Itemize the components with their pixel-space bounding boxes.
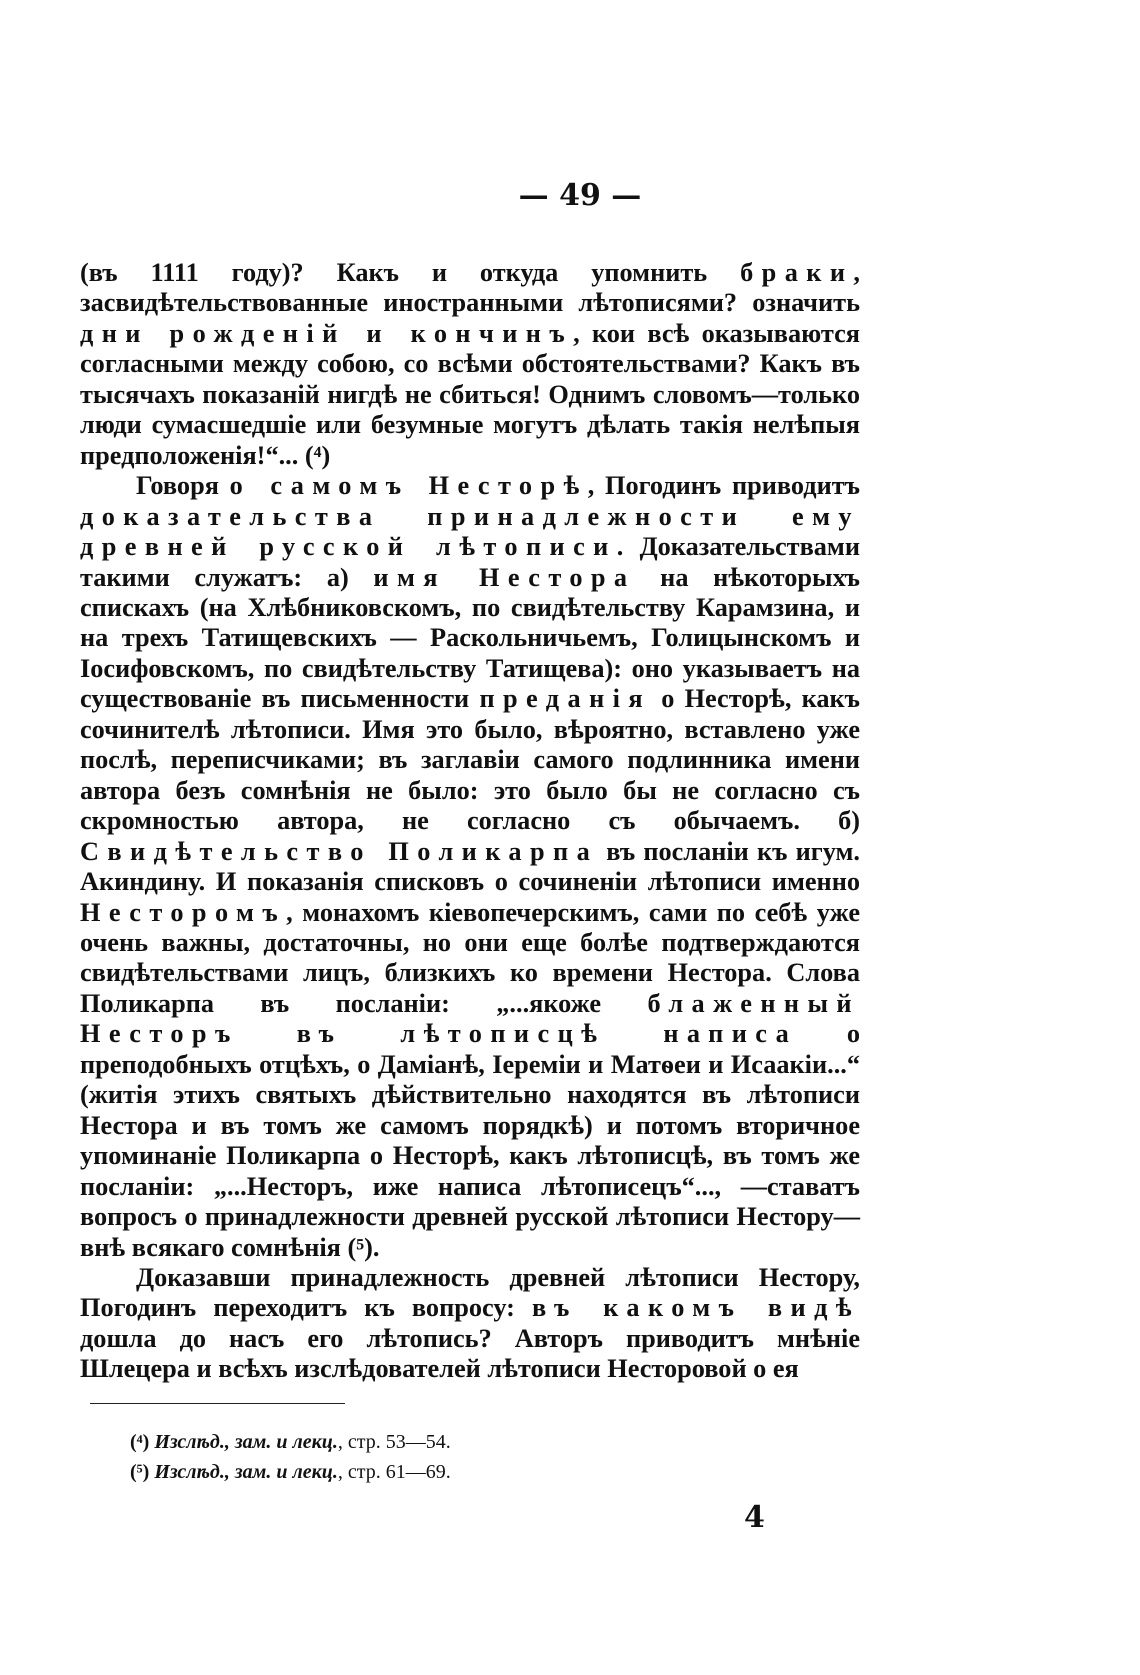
signature-mark: 4 — [744, 1500, 765, 1535]
spaced-emphasis: Несторомъ — [80, 897, 287, 927]
spaced-emphasis: дни рожденій и кончинъ — [80, 318, 574, 348]
footnotes — [130, 1427, 830, 1487]
text-run: о Несторѣ, какъ сочинителѣ лѣтописи. Имя это было, вѣроятно, вставлено уже послѣ, переписчиками; въ заглавіи самого подлинника имени автора безъ сомнѣнія не было: это было бы не согласно съ скромностью автора, не согласно съ обычаемъ. б) — [80, 684, 861, 836]
spaced-emphasis: въ какомъ видѣ — [532, 1293, 860, 1323]
text-run: Говоря — [136, 471, 230, 501]
text-run: о преподобныхъ отцѣхъ, о Даміанѣ, Іереміи и Матѳеи и Исаакіи...“ (житія этихъ святыхъ дѣйствительно находятся въ лѣтописи Нестора и въ томъ же самомъ порядкѣ) и потомъ вторичное упоминаніе Поликарпа о Несторѣ, какъ лѣтописцѣ, въ томъ же посланіи: „...Несторъ, иже написа лѣтописецъ“..., —ставатъ вопросъ о принадлежности древней русской лѣтописи Нестору—внѣ всякаго сомнѣнія (⁵). — [80, 1019, 860, 1262]
spaced-emphasis: о самомъ Несторѣ — [229, 471, 588, 501]
spaced-emphasis: браки — [740, 258, 854, 287]
paragraph-2 — [80, 471, 860, 1263]
footnote-2 — [130, 1457, 830, 1487]
footnote-pages: , стр. 61—69. — [337, 1461, 451, 1483]
text-run: въ посланіи къ игум. Акиндину. И показанія списковъ о сочиненіи лѣтописи именно — [80, 836, 860, 897]
paragraph-3 — [80, 1263, 860, 1385]
footnote-pages: , стр. 53—54. — [337, 1431, 451, 1453]
spaced-emphasis: блаженный Несторъ въ лѣтописцѣ написа — [80, 988, 860, 1049]
footnote-source: Изслѣд., зам. и лекц. — [154, 1431, 338, 1453]
text-run: Доказавши принадлежность древней лѣтописи Нестору, Погодинъ переходитъ къ вопросу: — [80, 1262, 860, 1323]
body-text — [80, 258, 860, 1385]
spaced-emphasis: имя Нестора — [373, 562, 636, 592]
footnote-mark: (⁵) — [130, 1461, 150, 1483]
footnote-1 — [130, 1427, 830, 1457]
footnote-source: Изслѣд., зам. и лекц. — [154, 1461, 338, 1483]
page-number: — 49 — — [518, 178, 642, 213]
text-run: (въ 1111 году)? Какъ и откуда упомнить — [80, 258, 741, 287]
text-run: дошла до насъ его лѣтопись? Авторъ приводитъ мнѣніе Шлецера и всѣхъ изслѣдователей лѣтописи Несторовой о ея — [80, 1323, 860, 1384]
footnote-mark: (⁴) — [130, 1431, 150, 1453]
spaced-emphasis: преданія — [479, 684, 652, 714]
spaced-emphasis: Свидѣтельство Поликарпа — [80, 836, 599, 866]
text-run: . Доказательствами такими служатъ: а) — [80, 532, 860, 592]
footnote-divider — [90, 1403, 345, 1404]
paragraph-1 — [80, 258, 860, 471]
text-run: , монахомъ кіевопечерскимъ, сами по себѣ уже очень важны, достаточны, но они еще болѣе подтверждаются свидѣтельствами лицъ, близкихъ ко времени Нестора. Слова Поликарпа въ посланіи: „...якоже — [80, 897, 860, 1018]
text-run: , Погодинъ приводитъ — [587, 471, 860, 501]
spaced-emphasis: доказательства принадлежности ему древней русской лѣтописи — [80, 501, 860, 562]
text-run: , кои всѣ оказываются согласными между собою, со всѣми обстоятельствами? Какъ въ тысячахъ показаній нигдѣ не сбиться! Однимъ словомъ—только люди сумасшедшіе или безумные могутъ дѣлать такія нелѣпыя предположенія!“... (⁴) — [80, 318, 860, 470]
text-run: , засвидѣтельствованные иностранными лѣтописями? означить — [80, 258, 860, 318]
text-run: на нѣкоторыхъ спискахъ (на Хлѣбниковскомъ, по свидѣтельству Карамзина, и на трехъ Татищевскихъ — Раскольничьемъ, Голицынскомъ и Іосифовскомъ, по свидѣтельству Татищева): оно указываетъ на существованіе въ письменности — [80, 562, 861, 714]
